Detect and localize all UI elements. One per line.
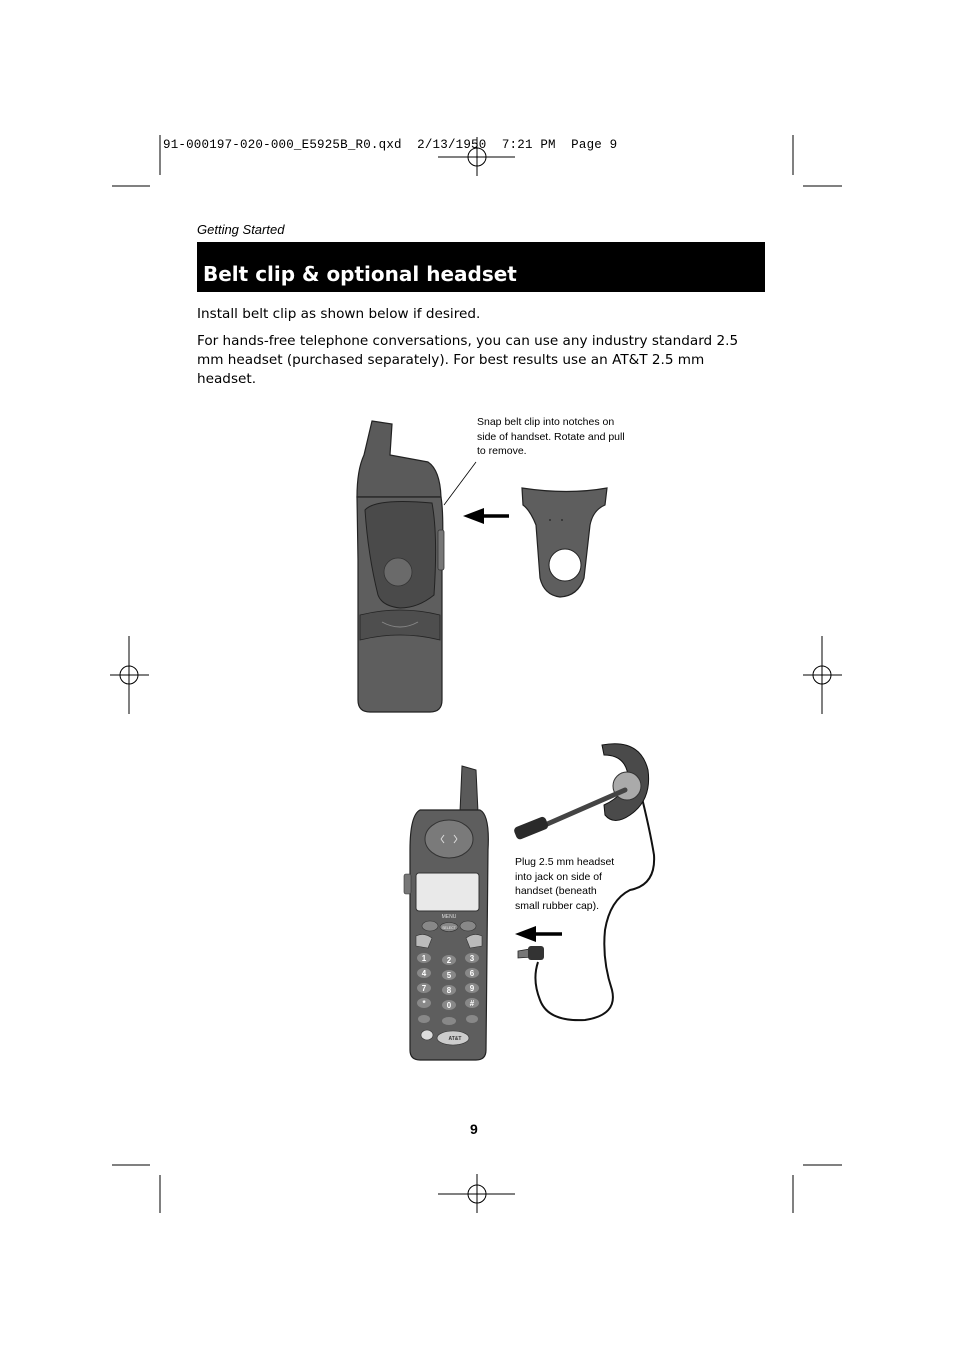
key-4: 4 bbox=[421, 969, 427, 978]
key-6: 6 bbox=[469, 969, 475, 978]
belt-clip-callout-line: Snap belt clip into notches on bbox=[477, 416, 615, 428]
registration-mark-right bbox=[803, 636, 842, 714]
key-9: 9 bbox=[469, 984, 475, 993]
page-number: 9 bbox=[470, 1121, 478, 1137]
section-label: Getting Started bbox=[197, 222, 285, 237]
belt-clip-callout bbox=[477, 415, 647, 459]
registration-mark-bottom bbox=[438, 1174, 515, 1213]
belt-clip-callout-line: side of handset. Rotate and pull bbox=[477, 430, 625, 443]
headset-callout bbox=[515, 855, 635, 913]
brand-logo-text: AT&T bbox=[448, 1036, 462, 1042]
headset-callout-line: into jack on side of bbox=[515, 870, 602, 883]
belt-clip-callout-line: to remove. bbox=[477, 445, 527, 457]
belt-clip-illustration bbox=[522, 488, 607, 597]
key-star: * bbox=[422, 999, 426, 1008]
key-5: 5 bbox=[446, 971, 452, 980]
menu-key-label: MENU bbox=[441, 914, 457, 920]
callout-leader-line bbox=[444, 462, 476, 505]
page-title: Belt clip & optional headset bbox=[203, 262, 517, 286]
key-2: 2 bbox=[446, 956, 452, 965]
registration-mark-left bbox=[110, 636, 149, 714]
handset-back-illustration bbox=[357, 421, 444, 712]
headset-callout-line: handset (beneath bbox=[515, 885, 597, 897]
print-slug-line: 91-000197-020-000_E5925B_R0.qxd 2/13/1950 7:21 PM Page 9 bbox=[163, 138, 618, 152]
key-1: 1 bbox=[421, 954, 427, 963]
headset-callout-line: small rubber cap). bbox=[515, 899, 600, 912]
key-7: 7 bbox=[421, 984, 427, 993]
arrow-left-icon bbox=[515, 926, 562, 942]
key-8: 8 bbox=[446, 986, 452, 995]
key-pound: # bbox=[469, 999, 475, 1008]
headset-paragraph: For hands-free telephone conversations, you can use any industry standard 2.5 mm headset (purchased separately). For best results use an AT&T 2.5 mm headset. bbox=[197, 333, 739, 387]
registration-mark-top bbox=[438, 137, 515, 176]
headset-callout-line: Plug 2.5 mm headset bbox=[515, 856, 615, 868]
handset-front-illustration bbox=[404, 766, 488, 1060]
arrow-left-icon bbox=[463, 508, 509, 524]
key-0: 0 bbox=[446, 1001, 452, 1010]
intro-paragraph: Install belt clip as shown below if desired. bbox=[197, 306, 481, 322]
key-3: 3 bbox=[469, 954, 475, 963]
select-key-label: SELECT bbox=[442, 926, 456, 930]
